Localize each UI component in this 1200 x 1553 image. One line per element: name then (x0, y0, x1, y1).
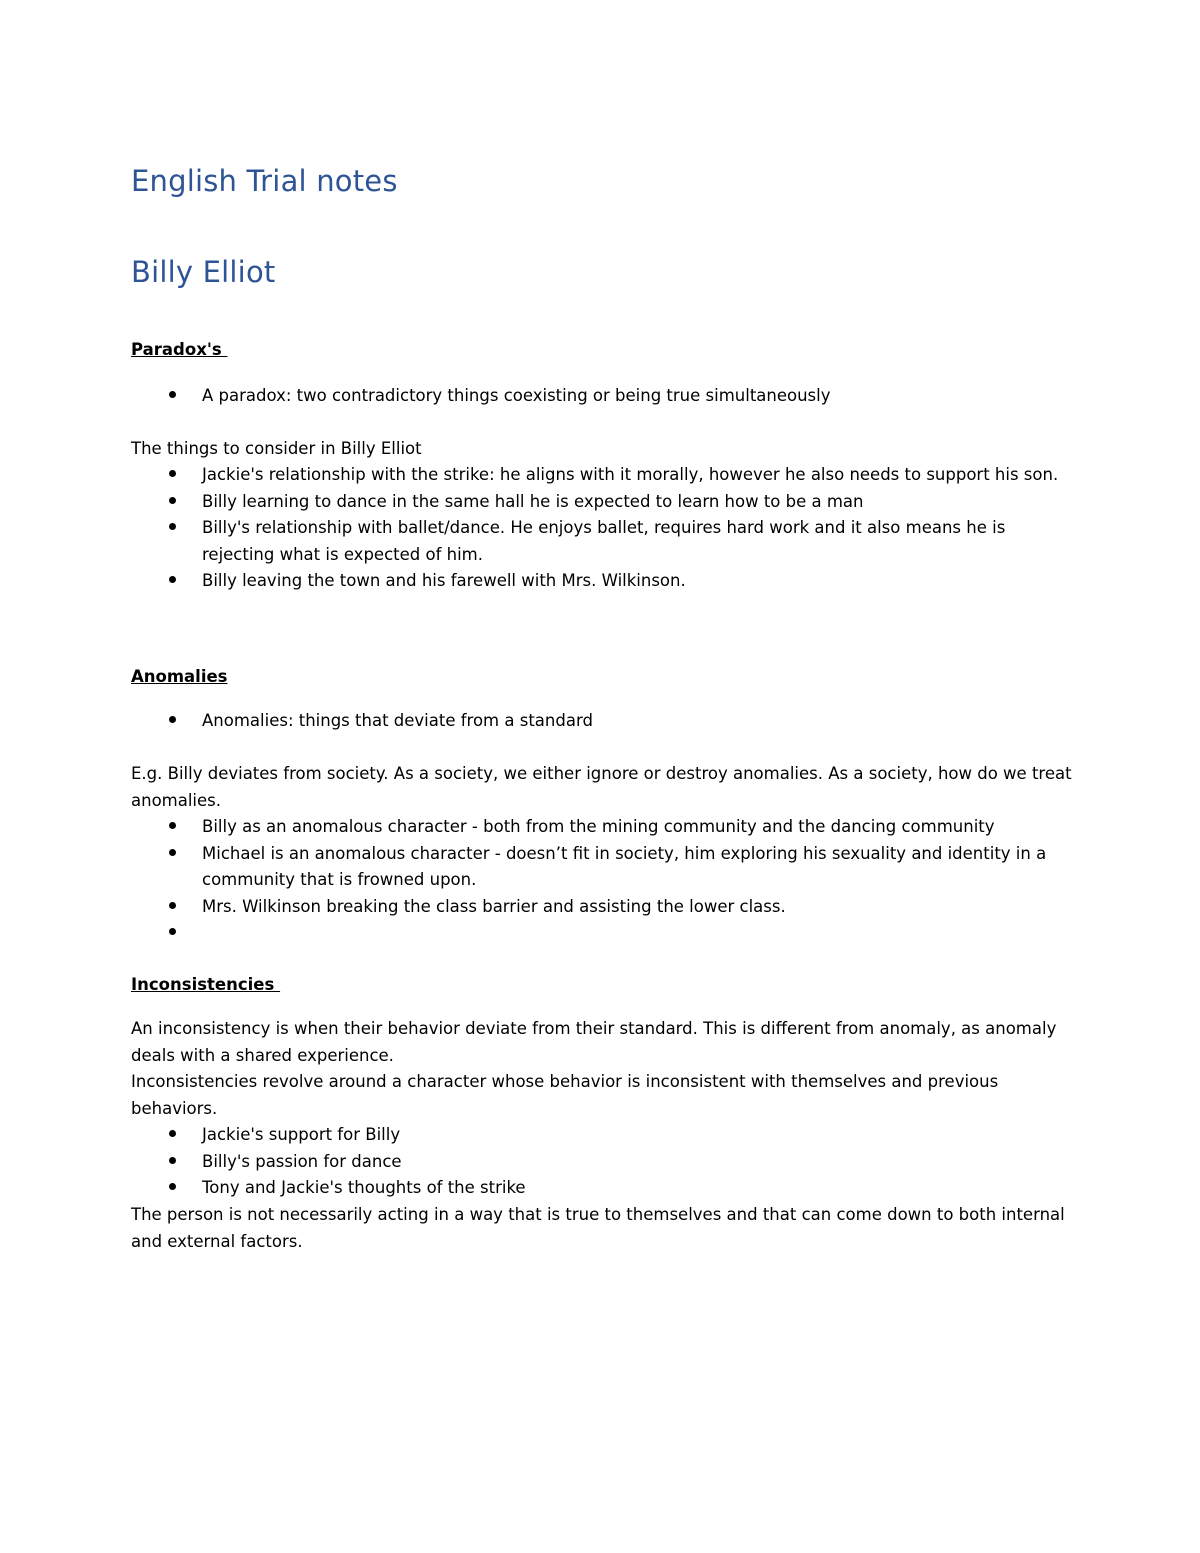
list-item-text: Jackie's relationship with the strike: he aligns with it morally, however he also needs to support his son. (202, 465, 1059, 484)
list-item-text: Billy as an anomalous character - both from the mining community and the dancing community (202, 817, 995, 836)
list-item-text: Billy learning to dance in the same hall he is expected to learn how to be a man (202, 491, 864, 511)
bullet-icon (169, 849, 176, 856)
paradox-list (131, 462, 1076, 595)
list-item-text: Tony and Jackie's thoughts of the strike (202, 1178, 526, 1197)
bullet-icon (169, 902, 176, 909)
bullet-icon (169, 523, 176, 530)
anomalies-intro: E.g. Billy deviates from society. As a society, we either ignore or destroy anomalies. As a society, how do we treat anomalies. (131, 764, 1072, 810)
list-item (131, 814, 1076, 841)
paradox-heading: Paradox's (131, 340, 228, 359)
bullet-icon (169, 391, 176, 398)
anomalies-list (131, 814, 1076, 947)
list-item-text: Billy's passion for dance (202, 1151, 402, 1171)
anomalies-definition-list (131, 708, 1076, 735)
inconsistencies-intro-2: Inconsistencies revolve around a character whose behavior is inconsistent with themselves and previous behaviors. (131, 1072, 999, 1118)
list-item (131, 383, 1076, 410)
list-item (131, 708, 1076, 735)
list-item (131, 1175, 1076, 1202)
bullet-icon (169, 497, 176, 504)
paradox-definition-list (131, 383, 1076, 410)
bullet-icon (169, 470, 176, 477)
list-item (131, 1122, 1076, 1149)
document-title: English Trial notes (131, 164, 398, 198)
inconsistencies-heading: Inconsistencies (131, 975, 281, 994)
list-item (131, 894, 1076, 921)
anomalies-heading: Anomalies (131, 667, 228, 686)
inconsistencies-list (131, 1122, 1076, 1202)
list-item-text: A paradox: two contradictory things coexisting or being true simultaneously (202, 386, 831, 405)
list-item-text: Michael is an anomalous character - doesn’t fit in society, him exploring his sexuality and identity in a community that is frowned upon. (202, 843, 1047, 889)
list-item (131, 920, 1076, 947)
paradox-intro: The things to consider in Billy Elliot (131, 439, 422, 458)
list-item (131, 1149, 1076, 1176)
list-item (131, 841, 1076, 894)
list-item (131, 515, 1076, 568)
bullet-icon (169, 1183, 176, 1190)
list-item-text: Jackie's support for Billy (202, 1125, 401, 1144)
list-item (131, 462, 1076, 489)
list-item-text: Billy's relationship with ballet/dance. He enjoys ballet, requires hard work and it also means he is rejecting what is expected of him. (202, 518, 1006, 564)
inconsistencies-intro-1: An inconsistency is when their behavior deviate from their standard. This is different from anomaly, as anomaly deals with a shared experience. (131, 1019, 1057, 1065)
bullet-icon (169, 576, 176, 583)
list-item-text: Billy leaving the town and his farewell with Mrs. Wilkinson. (202, 571, 686, 590)
bullet-icon (169, 1157, 176, 1164)
bullet-icon (169, 822, 176, 829)
list-item (131, 489, 1076, 516)
document-subtitle: Billy Elliot (131, 255, 276, 289)
list-item-text: Anomalies: things that deviate from a standard (202, 711, 593, 730)
bullet-icon (169, 1130, 176, 1137)
list-item (131, 568, 1076, 595)
list-item-text: Mrs. Wilkinson breaking the class barrier and assisting the lower class. (202, 896, 786, 916)
bullet-icon (169, 716, 176, 723)
bullet-icon (169, 928, 176, 935)
inconsistencies-closing: The person is not necessarily acting in a way that is true to themselves and that can come down to both internal and external factors. (131, 1205, 1065, 1251)
